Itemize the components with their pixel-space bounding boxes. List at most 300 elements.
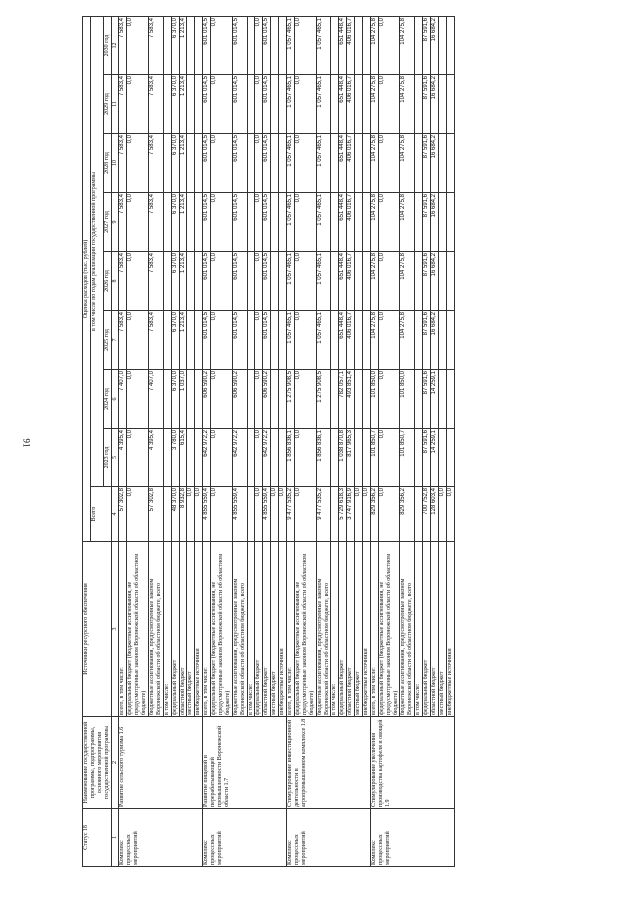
amount-cell: 601 014,5 xyxy=(232,75,247,134)
amount-cell xyxy=(415,429,423,487)
amount-cell: 642 972,2 xyxy=(203,429,211,487)
amount-cell xyxy=(195,252,203,311)
amount-cell: 0,0 xyxy=(378,193,400,252)
amount-cell xyxy=(446,429,454,487)
amount-cell: 0,0 xyxy=(271,487,279,542)
amount-cell: 87 591,6 xyxy=(423,429,431,487)
amount-cell xyxy=(438,370,446,429)
amount-cell: 6 370,0 xyxy=(171,17,179,75)
amount-cell: 3 780,0 xyxy=(171,429,179,487)
amount-cell: 606 590,2 xyxy=(232,370,247,429)
amount-cell: 642 972,2 xyxy=(263,429,271,487)
header-total: Всего xyxy=(90,487,111,542)
amount-cell: 782 057,1 xyxy=(339,370,347,429)
amount-cell: 1 213,4 xyxy=(179,134,187,193)
amount-cell xyxy=(331,429,339,487)
amount-cell: 601 014,5 xyxy=(203,252,211,311)
amount-cell xyxy=(331,487,339,542)
amount-cell xyxy=(446,75,454,134)
amount-cell: 16 684,2 xyxy=(430,75,438,134)
amount-cell: 406 016,7 xyxy=(347,17,355,75)
amount-cell: 0,0 xyxy=(294,193,316,252)
amount-cell xyxy=(362,17,370,75)
amount-cell xyxy=(247,193,255,252)
budget-table xyxy=(82,16,455,867)
program-name-cell: Стимулирование инвестиционной деятельности в агропромышленном комплексе 1.8 xyxy=(287,717,371,809)
amount-cell: 104 275,8 xyxy=(370,193,378,252)
source-cell: бюджетные ассигнования, предусмотренные законом Воронежской области об областном бюджете, всего xyxy=(232,542,247,717)
amount-cell: 9 477 535,2 xyxy=(287,487,295,542)
source-cell: областной бюджет xyxy=(179,542,187,717)
amount-cell: 601 014,5 xyxy=(203,17,211,75)
amount-cell xyxy=(187,75,195,134)
amount-cell: 0,0 xyxy=(378,429,400,487)
amount-cell: 0,0 xyxy=(255,75,263,134)
amount-cell: 0,0 xyxy=(378,75,400,134)
amount-cell: 1 057 465,1 xyxy=(316,75,331,134)
amount-cell xyxy=(438,429,446,487)
column-number: 5 xyxy=(111,429,119,487)
program-name-cell: Стимулирование увеличения производства картофеля и овощей 1.9 xyxy=(370,717,454,809)
amount-cell: 7 583,4 xyxy=(119,134,127,193)
amount-cell xyxy=(279,134,287,193)
amount-cell: 87 591,6 xyxy=(423,193,431,252)
amount-cell: 0,0 xyxy=(438,487,446,542)
amount-cell: 3 747 916,9 xyxy=(347,487,355,542)
amount-cell: 0,0 xyxy=(127,134,149,193)
header-source: Источники ресурсного обеспечения xyxy=(83,542,112,717)
amount-cell xyxy=(271,134,279,193)
amount-cell xyxy=(195,193,203,252)
amount-cell: 601 014,5 xyxy=(232,311,247,370)
header-name: Наименование государственной программы, подпрограммы, основного мероприятия государственной программы xyxy=(83,717,112,809)
amount-cell: 7 583,4 xyxy=(119,252,127,311)
amount-cell: 104 275,8 xyxy=(400,311,415,370)
amount-cell: 1 275 908,5 xyxy=(316,370,331,429)
year-header: 2029 год xyxy=(103,75,111,134)
amount-cell xyxy=(279,370,287,429)
amount-cell: 1 213,4 xyxy=(179,193,187,252)
amount-cell: 0,0 xyxy=(211,370,233,429)
amount-cell xyxy=(362,193,370,252)
source-cell: федеральный бюджет (бюджетные ассигнования, не предусмотренные законом Воронежской области об областном бюджете) xyxy=(127,542,149,717)
amount-cell xyxy=(331,75,339,134)
amount-cell: 0,0 xyxy=(211,487,233,542)
amount-cell xyxy=(163,193,171,252)
source-cell: федеральный бюджет (бюджетные ассигнования, не предусмотренные законом Воронежской области об областном бюджете) xyxy=(211,542,233,717)
amount-cell: 651 448,4 xyxy=(339,134,347,193)
amount-cell: 601 014,5 xyxy=(203,134,211,193)
amount-cell: 0,0 xyxy=(211,134,233,193)
year-header: 2028 год xyxy=(103,134,111,193)
amount-cell: 1 057 465,1 xyxy=(316,134,331,193)
amount-cell: 1 057 465,1 xyxy=(287,75,295,134)
source-cell: внебюджетные источники xyxy=(195,542,203,717)
amount-cell: 700 752,8 xyxy=(423,487,431,542)
amount-cell: 104 275,8 xyxy=(370,134,378,193)
amount-cell xyxy=(415,134,423,193)
amount-cell xyxy=(195,370,203,429)
column-number: 6 xyxy=(111,370,119,429)
amount-cell xyxy=(438,17,446,75)
amount-cell xyxy=(279,252,287,311)
amount-cell: 0,0 xyxy=(294,75,316,134)
amount-cell: 101 850,7 xyxy=(400,429,415,487)
amount-cell xyxy=(247,370,255,429)
amount-cell: 1 057 465,1 xyxy=(287,193,295,252)
amount-cell: 0,0 xyxy=(127,370,149,429)
amount-cell: 87 591,6 xyxy=(423,370,431,429)
amount-cell: 7 583,4 xyxy=(119,17,127,75)
amount-cell: 0,0 xyxy=(378,17,400,75)
amount-cell xyxy=(163,75,171,134)
amount-cell xyxy=(279,17,287,75)
amount-cell xyxy=(187,370,195,429)
amount-cell xyxy=(438,252,446,311)
source-cell: внебюджетные источники xyxy=(279,542,287,717)
amount-cell: 1 856 836,1 xyxy=(316,429,331,487)
amount-cell: 101 850,0 xyxy=(400,370,415,429)
amount-cell xyxy=(331,252,339,311)
amount-cell: 1 038 870,8 xyxy=(339,429,347,487)
amount-cell: 651 448,4 xyxy=(339,17,347,75)
amount-cell xyxy=(362,429,370,487)
page-number: 91 xyxy=(21,438,32,448)
amount-cell: 0,0 xyxy=(255,193,263,252)
amount-cell: 829 356,2 xyxy=(400,487,415,542)
amount-cell: 0,0 xyxy=(255,252,263,311)
column-number: 11 xyxy=(111,75,119,134)
source-cell: местный бюджет xyxy=(438,542,446,717)
source-cell: внебюджетные источники xyxy=(362,542,370,717)
amount-cell: 7 583,4 xyxy=(149,252,164,311)
source-cell: всего, в том числе: xyxy=(119,542,127,717)
amount-cell: 406 016,7 xyxy=(347,134,355,193)
amount-cell: 1 213,4 xyxy=(179,252,187,311)
amount-cell: 601 014,5 xyxy=(263,193,271,252)
amount-cell: 606 590,2 xyxy=(263,370,271,429)
amount-cell: 87 591,6 xyxy=(423,311,431,370)
status-cell: Комплекс процессных мероприятий xyxy=(287,809,371,867)
amount-cell xyxy=(271,311,279,370)
amount-cell xyxy=(355,311,363,370)
year-header: 2025 год xyxy=(103,311,111,370)
amount-cell xyxy=(195,311,203,370)
source-cell: бюджетные ассигнования, предусмотренные законом Воронежской области об областном бюджете, всего xyxy=(316,542,331,717)
amount-cell: 0,0 xyxy=(294,311,316,370)
amount-cell xyxy=(362,134,370,193)
amount-cell xyxy=(355,75,363,134)
source-cell: федеральный бюджет (бюджетные ассигнования, не предусмотренные законом Воронежской области об областном бюджете) xyxy=(378,542,400,717)
amount-cell: 0,0 xyxy=(255,311,263,370)
amount-cell: 0,0 xyxy=(127,17,149,75)
amount-cell xyxy=(163,252,171,311)
amount-cell: 101 850,0 xyxy=(370,370,378,429)
amount-cell: 16 684,2 xyxy=(430,252,438,311)
amount-cell: 0,0 xyxy=(195,487,203,542)
table-row xyxy=(203,17,211,867)
amount-cell xyxy=(247,487,255,542)
amount-cell: 601 014,5 xyxy=(232,193,247,252)
amount-cell: 87 591,6 xyxy=(423,17,431,75)
amount-cell: 1 057 465,1 xyxy=(316,17,331,75)
amount-cell: 5 729 618,3 xyxy=(339,487,347,542)
amount-cell xyxy=(331,134,339,193)
status-cell: Комплекс процессных мероприятий xyxy=(203,809,287,867)
amount-cell: 601 014,5 xyxy=(203,75,211,134)
source-cell: областной бюджет xyxy=(347,542,355,717)
amount-cell xyxy=(446,311,454,370)
program-name-cell: Развитие пищевой и перерабатывающей промышленности Воронежской области 1.7 xyxy=(203,717,287,809)
source-cell: федеральный бюджет xyxy=(339,542,347,717)
amount-cell: 0,0 xyxy=(187,487,195,542)
amount-cell: 406 016,7 xyxy=(347,311,355,370)
amount-cell: 7 583,4 xyxy=(119,193,127,252)
column-number: 12 xyxy=(111,17,119,75)
amount-cell: 1 057 465,1 xyxy=(316,193,331,252)
amount-cell: 1 057 465,1 xyxy=(287,311,295,370)
amount-cell: 101 850,7 xyxy=(370,429,378,487)
amount-cell: 7 583,4 xyxy=(149,311,164,370)
table-row xyxy=(119,17,127,867)
column-number: 4 xyxy=(111,487,119,542)
amount-cell: 7 583,4 xyxy=(149,134,164,193)
column-number: 2 xyxy=(111,717,119,809)
amount-cell: 104 275,8 xyxy=(370,17,378,75)
source-cell: всего, в том числе: xyxy=(287,542,295,717)
amount-cell: 0,0 xyxy=(127,193,149,252)
amount-cell xyxy=(446,252,454,311)
amount-cell: 406 016,7 xyxy=(347,193,355,252)
amount-cell xyxy=(271,17,279,75)
amount-cell: 4 855 559,4 xyxy=(203,487,211,542)
amount-cell: 0,0 xyxy=(127,429,149,487)
amount-cell: 6 370,0 xyxy=(171,134,179,193)
amount-cell: 4 395,4 xyxy=(149,429,164,487)
amount-cell: 4 855 559,4 xyxy=(232,487,247,542)
amount-cell xyxy=(446,17,454,75)
amount-cell xyxy=(247,311,255,370)
amount-cell xyxy=(355,370,363,429)
amount-cell: 0,0 xyxy=(294,429,316,487)
amount-cell: 1 856 836,1 xyxy=(287,429,295,487)
amount-cell: 0,0 xyxy=(211,193,233,252)
amount-cell: 0,0 xyxy=(446,487,454,542)
source-cell: всего, в том числе: xyxy=(203,542,211,717)
amount-cell: 128 603,4 xyxy=(430,487,438,542)
amount-cell: 104 275,8 xyxy=(370,252,378,311)
amount-cell: 87 591,6 xyxy=(423,75,431,134)
amount-cell: 104 275,8 xyxy=(400,193,415,252)
column-number: 3 xyxy=(111,542,119,717)
amount-cell: 16 684,2 xyxy=(430,193,438,252)
amount-cell: 1 057 465,1 xyxy=(316,252,331,311)
amount-cell xyxy=(279,193,287,252)
amount-cell: 0,0 xyxy=(127,487,149,542)
amount-cell xyxy=(415,311,423,370)
amount-cell: 104 275,8 xyxy=(370,311,378,370)
amount-cell xyxy=(279,429,287,487)
source-cell: федеральный бюджет (бюджетные ассигнования, не предусмотренные законом Воронежской области об областном бюджете) xyxy=(294,542,316,717)
amount-cell: 0,0 xyxy=(378,370,400,429)
amount-cell: 48 370,0 xyxy=(171,487,179,542)
amount-cell xyxy=(415,252,423,311)
amount-cell: 16 684,2 xyxy=(430,17,438,75)
amount-cell xyxy=(163,311,171,370)
amount-cell: 1 057 465,1 xyxy=(316,311,331,370)
amount-cell: 1 213,4 xyxy=(179,75,187,134)
amount-cell xyxy=(415,17,423,75)
amount-cell: 0,0 xyxy=(255,429,263,487)
amount-cell: 0,0 xyxy=(378,487,400,542)
status-cell: Комплекс процессных мероприятий xyxy=(370,809,454,867)
year-header: 2023 год xyxy=(103,429,111,487)
amount-cell xyxy=(415,193,423,252)
amount-cell: 651 448,4 xyxy=(339,252,347,311)
amount-cell: 0,0 xyxy=(255,134,263,193)
amount-cell xyxy=(362,370,370,429)
amount-cell: 87 591,6 xyxy=(423,252,431,311)
amount-cell: 7 583,4 xyxy=(119,75,127,134)
amount-cell: 0,0 xyxy=(127,75,149,134)
amount-cell: 4 855 559,4 xyxy=(263,487,271,542)
amount-cell xyxy=(247,429,255,487)
amount-cell: 87 591,6 xyxy=(423,134,431,193)
source-cell: федеральный бюджет xyxy=(171,542,179,717)
amount-cell xyxy=(362,75,370,134)
amount-cell: 6 370,0 xyxy=(171,311,179,370)
amount-cell xyxy=(247,75,255,134)
amount-cell: 601 014,5 xyxy=(203,193,211,252)
amount-cell xyxy=(271,75,279,134)
amount-cell: 6 370,0 xyxy=(171,193,179,252)
amount-cell xyxy=(438,134,446,193)
year-header: 2024 год xyxy=(103,370,111,429)
amount-cell: 104 275,8 xyxy=(370,75,378,134)
amount-cell: 104 275,8 xyxy=(400,17,415,75)
source-cell: бюджетные ассигнования, предусмотренные законом Воронежской области об областном бюджете, всего xyxy=(400,542,415,717)
source-cell: местный бюджет xyxy=(187,542,195,717)
amount-cell: 0,0 xyxy=(378,311,400,370)
amount-cell: 817 965,3 xyxy=(347,429,355,487)
amount-cell xyxy=(271,370,279,429)
amount-cell xyxy=(446,370,454,429)
amount-cell: 406 016,7 xyxy=(347,252,355,311)
amount-cell: 104 275,8 xyxy=(400,75,415,134)
year-header: 2027 год xyxy=(103,193,111,252)
amount-cell xyxy=(362,252,370,311)
table-row xyxy=(287,17,295,867)
amount-cell xyxy=(279,75,287,134)
source-cell: местный бюджет xyxy=(355,542,363,717)
amount-cell: 601 014,5 xyxy=(232,17,247,75)
amount-cell: 601 014,5 xyxy=(232,134,247,193)
amount-cell: 601 014,5 xyxy=(263,311,271,370)
amount-cell: 16 684,2 xyxy=(430,134,438,193)
amount-cell xyxy=(331,311,339,370)
amount-cell xyxy=(355,134,363,193)
source-cell: в том числе: xyxy=(415,542,423,717)
amount-cell xyxy=(355,252,363,311)
source-cell: внебюджетные источники xyxy=(446,542,454,717)
amount-cell: 9 477 535,2 xyxy=(316,487,331,542)
amount-cell: 0,0 xyxy=(211,17,233,75)
amount-cell xyxy=(187,193,195,252)
table-row xyxy=(370,17,378,867)
amount-cell: 0,0 xyxy=(211,429,233,487)
column-number: 8 xyxy=(111,252,119,311)
amount-cell: 7 583,4 xyxy=(149,193,164,252)
amount-cell: 651 448,4 xyxy=(339,75,347,134)
amount-cell: 0,0 xyxy=(355,487,363,542)
amount-cell xyxy=(163,487,171,542)
amount-cell xyxy=(438,193,446,252)
amount-cell xyxy=(355,17,363,75)
amount-cell: 0,0 xyxy=(378,134,400,193)
amount-cell: 0,0 xyxy=(294,370,316,429)
amount-cell xyxy=(195,17,203,75)
source-cell: федеральный бюджет xyxy=(423,542,431,717)
amount-cell: 1 275 908,5 xyxy=(287,370,295,429)
amount-cell: 606 590,2 xyxy=(203,370,211,429)
amount-cell xyxy=(446,134,454,193)
source-cell: всего, в том числе: xyxy=(370,542,378,717)
column-number: 10 xyxy=(111,134,119,193)
amount-cell: 0,0 xyxy=(255,17,263,75)
amount-cell xyxy=(446,193,454,252)
amount-cell xyxy=(355,429,363,487)
amount-cell xyxy=(187,134,195,193)
source-cell: в том числе: xyxy=(331,542,339,717)
column-number: 7 xyxy=(111,311,119,370)
amount-cell xyxy=(163,134,171,193)
amount-cell: 0,0 xyxy=(127,252,149,311)
header-estimate: Оценка расходов (тыс. рублей) xyxy=(83,17,91,542)
amount-cell xyxy=(195,75,203,134)
amount-cell: 1 037,0 xyxy=(179,370,187,429)
amount-cell: 0,0 xyxy=(294,17,316,75)
amount-cell: 14 259,1 xyxy=(430,370,438,429)
amount-cell xyxy=(187,311,195,370)
amount-cell: 7 407,0 xyxy=(119,370,127,429)
amount-cell: 4 395,4 xyxy=(119,429,127,487)
amount-cell: 0,0 xyxy=(211,311,233,370)
source-cell: областной бюджет xyxy=(430,542,438,717)
amount-cell xyxy=(331,17,339,75)
amount-cell: 1 057 465,1 xyxy=(287,134,295,193)
amount-cell: 601 014,5 xyxy=(263,75,271,134)
amount-cell xyxy=(187,252,195,311)
amount-cell: 601 014,5 xyxy=(203,311,211,370)
amount-cell: 0,0 xyxy=(211,252,233,311)
column-number: 1 xyxy=(111,809,119,867)
year-header: 2026 год xyxy=(103,252,111,311)
amount-cell xyxy=(331,193,339,252)
header-status: Статус 18 xyxy=(83,809,112,867)
amount-cell xyxy=(415,487,423,542)
amount-cell: 651 448,4 xyxy=(339,193,347,252)
header-incl: в том числе по годам реализации государственной программы xyxy=(90,17,103,487)
amount-cell: 406 016,7 xyxy=(347,75,355,134)
amount-cell: 1 057 465,1 xyxy=(287,17,295,75)
amount-cell: 0,0 xyxy=(127,311,149,370)
amount-cell: 57 302,8 xyxy=(119,487,127,542)
amount-cell xyxy=(271,429,279,487)
amount-cell xyxy=(438,75,446,134)
amount-cell: 104 275,8 xyxy=(400,252,415,311)
source-cell: федеральный бюджет xyxy=(255,542,263,717)
amount-cell: 0,0 xyxy=(294,487,316,542)
